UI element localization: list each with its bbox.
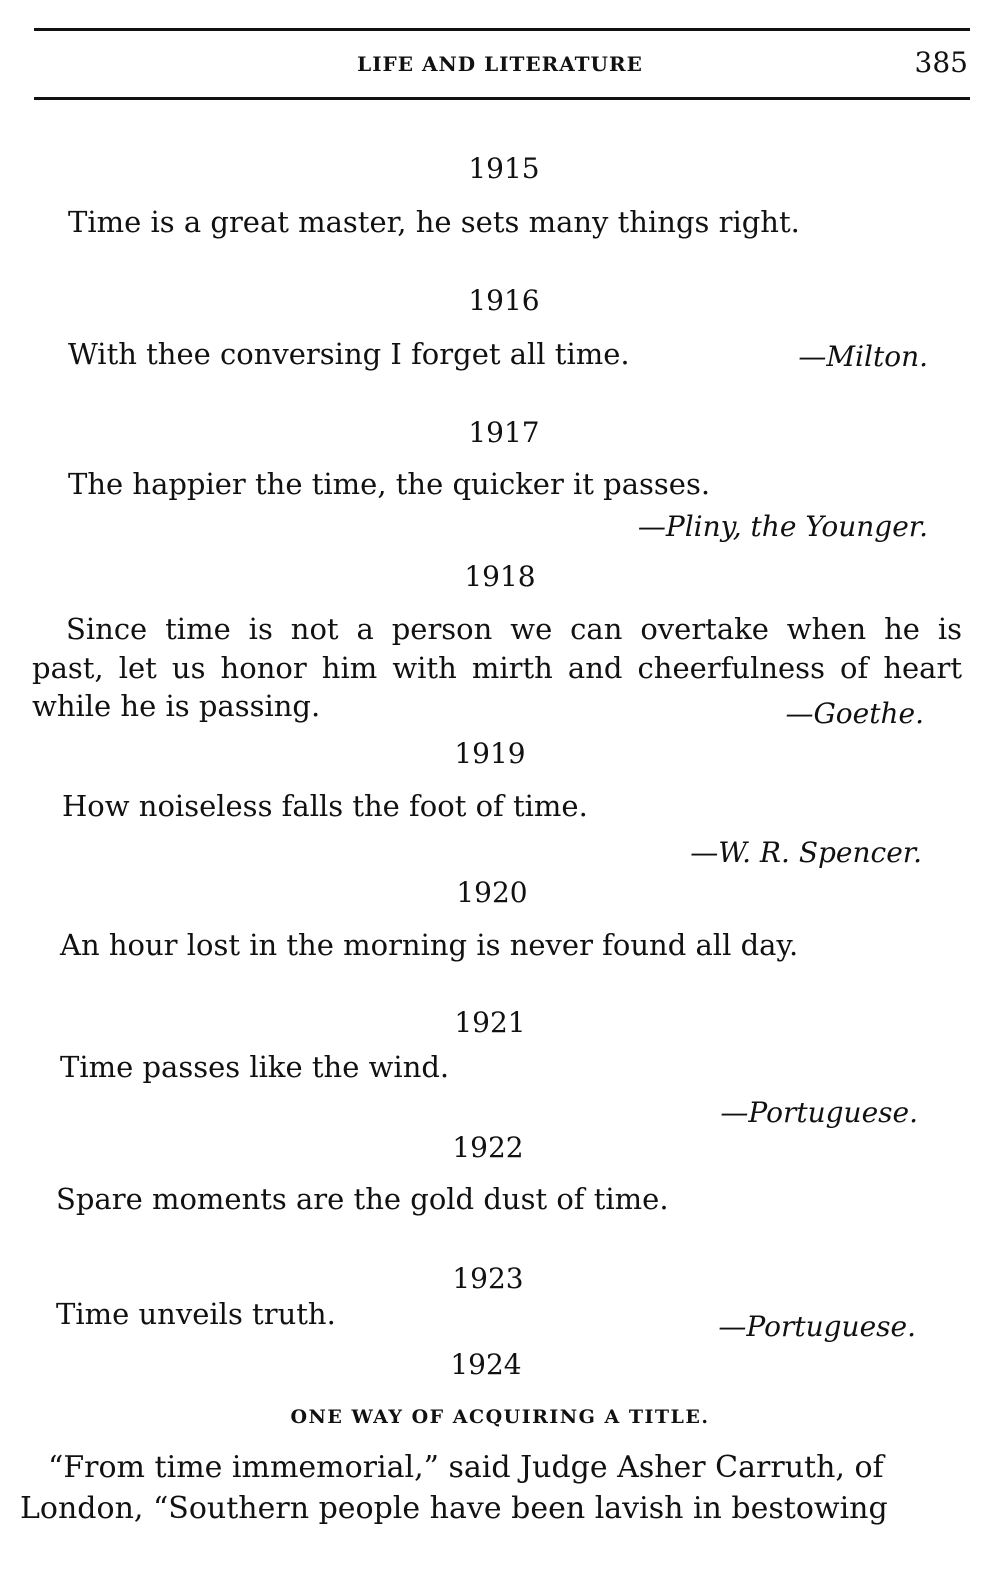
page-number: 385 [914,46,968,79]
quote-1918-line-1: Since time is not a person we can overtake when he is [66,612,962,646]
attribution-1923: —Portuguese. [718,1310,916,1343]
entry-number-1916: 1916 [468,284,540,317]
entry-number-1919: 1919 [454,737,526,770]
quote-1918-line-3: while he is passing. [32,689,321,723]
quote-1922: Spare moments are the gold dust of time. [56,1182,669,1216]
attribution-1919: —W. R. Spencer. [690,836,922,869]
attribution-1917: —Pliny, the Younger. [637,510,928,543]
entry-number-1917: 1917 [468,416,540,449]
entry-number-1920: 1920 [456,876,528,909]
entry-number-1921: 1921 [454,1006,526,1039]
attribution-1921: —Portuguese. [720,1096,918,1129]
quote-1921: Time passes like the wind. [60,1050,450,1084]
quote-1916: With thee conversing I forget all time. [68,337,630,371]
quote-1917: The happier the time, the quicker it passes. [68,467,711,501]
section-body-line-2: London, “Southern people have been lavish in bestowing [20,1491,888,1526]
quote-1915: Time is a great master, he sets many things right. [68,205,800,239]
header-rule-top [34,28,970,31]
header-rule-bottom [34,97,970,100]
attribution-1918: —Goethe. [785,697,924,730]
quote-1920: An hour lost in the morning is never found all day. [60,928,799,962]
quote-1919: How noiseless falls the foot of time. [62,789,588,823]
entry-number-1915: 1915 [468,152,540,185]
attribution-1916: —Milton. [798,340,928,373]
entry-number-1923: 1923 [452,1262,524,1295]
running-title: LIFE AND LITERATURE [357,52,643,76]
entry-number-1918: 1918 [464,560,536,593]
entry-number-1922: 1922 [452,1131,524,1164]
section-title: ONE WAY OF ACQUIRING A TITLE. [290,1406,710,1428]
quote-1918-line-2: past, let us honor him with mirth and cheerfulness of heart [32,651,962,685]
section-body-line-1: “From time immemorial,” said Judge Asher Carruth, of [48,1450,884,1485]
entry-number-1924: 1924 [450,1348,522,1381]
quote-1923: Time unveils truth. [56,1297,336,1331]
